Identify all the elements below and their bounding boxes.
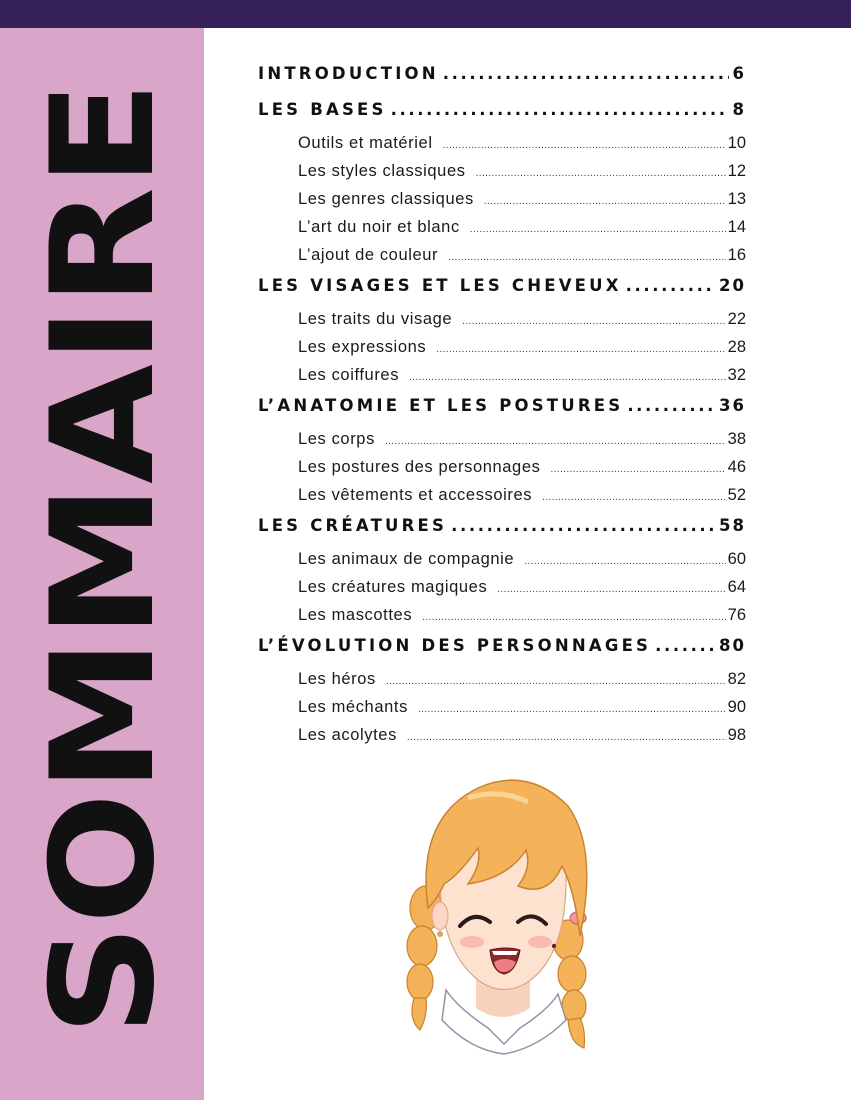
toc-section-page: 20 xyxy=(719,276,746,295)
toc-item-title: Les animaux de compagnie xyxy=(298,550,515,568)
toc-item[interactable] xyxy=(258,698,746,726)
anime-girl-illustration xyxy=(398,758,608,1058)
toc-item[interactable] xyxy=(258,218,746,246)
toc-item-page: 38 xyxy=(727,430,746,448)
toc-item-page: 12 xyxy=(727,162,746,180)
dot-leader xyxy=(462,316,725,327)
toc-item-title: Les expressions xyxy=(298,338,427,356)
dot-leader xyxy=(443,64,729,83)
toc-section-page: 80 xyxy=(719,636,746,655)
toc-section-title: INTRODUCTION xyxy=(258,64,439,83)
dot-leader xyxy=(385,436,726,447)
dot-leader xyxy=(391,100,729,119)
toc-item-title: Les postures des personnages xyxy=(298,458,541,476)
toc-item-title: Les traits du visage xyxy=(298,310,453,328)
toc-section-title: LES CRÉATURES xyxy=(258,516,448,535)
toc-item[interactable] xyxy=(258,458,746,486)
toc-item[interactable] xyxy=(258,606,746,634)
dot-leader xyxy=(443,140,726,151)
dot-leader xyxy=(409,372,726,383)
toc-item-page: 76 xyxy=(727,606,746,624)
toc-item-title: Outils et matériel xyxy=(298,134,433,152)
toc-item-title: Les méchants xyxy=(298,698,408,716)
toc-item-page: 60 xyxy=(727,550,746,568)
toc-section-title: L’ÉVOLUTION DES PERSONNAGES xyxy=(258,636,652,655)
dot-leader xyxy=(436,344,725,355)
toc-item[interactable] xyxy=(258,310,746,338)
dot-leader xyxy=(524,556,725,567)
toc-section-title: L’ANATOMIE ET LES POSTURES xyxy=(258,396,624,415)
toc-item-title: L’ajout de couleur xyxy=(298,246,439,264)
toc-item-title: Les créatures magiques xyxy=(298,578,488,596)
dot-leader xyxy=(484,196,726,207)
toc-item[interactable] xyxy=(258,430,746,458)
dot-leader xyxy=(451,516,715,535)
toc-item-page: 14 xyxy=(727,218,746,236)
toc-item[interactable] xyxy=(258,162,746,190)
toc-section-page: 6 xyxy=(732,64,746,83)
toc-section-page: 58 xyxy=(719,516,746,535)
dot-leader xyxy=(448,252,725,263)
toc-item-page: 22 xyxy=(727,310,746,328)
toc-item[interactable] xyxy=(258,134,746,162)
toc-item-title: Les styles classiques xyxy=(298,162,466,180)
toc-item[interactable] xyxy=(258,338,746,366)
toc-item-page: 32 xyxy=(727,366,746,384)
toc-section-page: 36 xyxy=(719,396,746,415)
toc-item-title: Les coiffures xyxy=(298,366,400,384)
dot-leader xyxy=(407,732,726,743)
toc-item[interactable] xyxy=(258,726,746,754)
dot-leader xyxy=(418,704,726,715)
toc-item[interactable] xyxy=(258,366,746,394)
toc-item[interactable] xyxy=(258,578,746,606)
dot-leader xyxy=(476,168,726,179)
toc-item-title: Les corps xyxy=(298,430,375,448)
toc-item[interactable] xyxy=(258,190,746,218)
toc-item[interactable] xyxy=(258,670,746,698)
toc-item-page: 10 xyxy=(727,134,746,152)
toc-section[interactable] xyxy=(258,64,746,98)
toc-item-page: 98 xyxy=(727,726,746,744)
dot-leader xyxy=(627,396,715,415)
toc-section[interactable] xyxy=(258,100,746,134)
toc-section-title: LES BASES xyxy=(258,100,387,119)
toc-item-title: Les genres classiques xyxy=(298,190,474,208)
top-bar xyxy=(0,0,851,28)
toc-section[interactable] xyxy=(258,396,746,430)
toc-section[interactable] xyxy=(258,516,746,550)
side-title-text: SOMMAIRE xyxy=(21,161,186,1036)
toc-item-page: 64 xyxy=(727,578,746,596)
toc-item-page: 52 xyxy=(727,486,746,504)
toc-item-page: 82 xyxy=(727,670,746,688)
dot-leader xyxy=(655,636,715,655)
toc-section[interactable] xyxy=(258,636,746,670)
toc-section-title: LES VISAGES ET LES CHEVEUX xyxy=(258,276,622,295)
toc-item-title: Les héros xyxy=(298,670,376,688)
toc-item[interactable] xyxy=(258,486,746,514)
dot-leader xyxy=(422,612,725,623)
toc-section[interactable] xyxy=(258,276,746,310)
dot-leader xyxy=(542,492,725,503)
toc-item-page: 13 xyxy=(727,190,746,208)
toc-item[interactable] xyxy=(258,246,746,274)
toc-item-title: Les vêtements et accessoires xyxy=(298,486,533,504)
toc-item-title: L’art du noir et blanc xyxy=(298,218,460,236)
toc-section-page: 8 xyxy=(732,100,746,119)
toc-item-page: 90 xyxy=(727,698,746,716)
side-title xyxy=(0,28,204,1100)
dot-leader xyxy=(626,276,715,295)
toc-item-title: Les mascottes xyxy=(298,606,413,624)
toc-item-page: 28 xyxy=(727,338,746,356)
toc-item-page: 16 xyxy=(727,246,746,264)
dot-leader xyxy=(470,224,726,235)
dot-leader xyxy=(497,584,725,595)
toc-item-title: Les acolytes xyxy=(298,726,397,744)
toc-item[interactable] xyxy=(258,550,746,578)
dot-leader xyxy=(550,464,725,475)
toc-item-page: 46 xyxy=(727,458,746,476)
dot-leader xyxy=(386,676,726,687)
table-of-contents xyxy=(258,62,746,754)
